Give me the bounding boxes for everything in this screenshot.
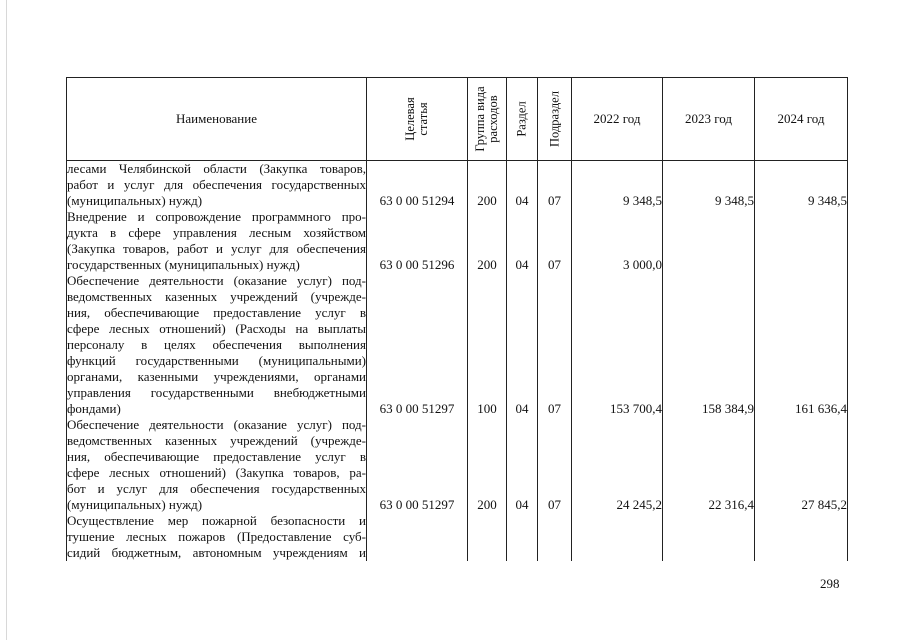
header-name: Наименование [67, 78, 367, 161]
row-name-line: тушение лесных пожаров (Предоставление суб- [67, 529, 366, 544]
row-value-2024: 161 636,4 [755, 273, 848, 417]
row-group: 200 [468, 161, 507, 210]
row-name-line: Обеспечение деятельности (оказание услуг) под- [67, 273, 366, 288]
row-name-line: (Закупка товаров, работ и услуг для обеспечения [67, 241, 366, 256]
row-name [67, 161, 367, 210]
row-name-line: лесами Челябинской области (Закупка товаров, [67, 161, 366, 176]
header-row [67, 78, 848, 161]
row-name-line: (муниципальных) нужд) [67, 497, 203, 512]
table-row [67, 161, 848, 210]
page-edge [6, 0, 7, 640]
row-section: 04 [507, 209, 538, 273]
header-code: Целевая статья [367, 78, 468, 161]
row-value-2023 [663, 209, 755, 273]
row-name-line: работ и услуг для обеспечения государственных [67, 177, 366, 192]
row-section: 04 [507, 273, 538, 417]
row-value-2022 [572, 513, 663, 561]
row-name [67, 513, 367, 561]
header-section: Раздел [507, 78, 538, 161]
row-name-line: дукта в сфере управления лесным хозяйством [67, 225, 366, 240]
row-name-line: Осуществление мер пожарной безопасности и [67, 513, 366, 528]
row-name-line: ния, обеспечивающие предоставление услуг в [67, 449, 366, 464]
header-2022: 2022 год [572, 78, 663, 161]
row-code: 63 0 00 51297 [367, 273, 468, 417]
row-value-2024: 9 348,5 [755, 161, 848, 210]
row-name-line: органами, казенными учреждениями, органами [67, 369, 366, 384]
row-name-line: (муниципальных) нужд) [67, 193, 203, 208]
row-code: 63 0 00 51294 [367, 161, 468, 210]
header-2023: 2023 год [663, 78, 755, 161]
row-name-line: функций государственными (муниципальными) [67, 353, 366, 368]
row-subsection [538, 513, 572, 561]
row-group: 100 [468, 273, 507, 417]
row-name-line: ведомственных казенных учреждений (учрежде- [67, 289, 366, 304]
row-name-line: ведомственных казенных учреждений (учрежде- [67, 433, 366, 448]
table-row [67, 417, 848, 513]
row-value-2022: 24 245,2 [572, 417, 663, 513]
table-body [67, 161, 848, 562]
row-code: 63 0 00 51296 [367, 209, 468, 273]
row-name-line: государственных (муниципальных) нужд) [67, 257, 300, 272]
row-name-line: сидий бюджетным, автономным учреждениям и [67, 545, 366, 560]
page-number: 298 [820, 576, 840, 591]
row-subsection: 07 [538, 209, 572, 273]
row-name-line: сфере лесных отношений) (Закупка товаров, ра- [67, 465, 366, 480]
header-2024: 2024 год [755, 78, 848, 161]
row-name [67, 273, 367, 417]
table-row [67, 209, 848, 273]
row-section: 04 [507, 417, 538, 513]
header-group: Группа вида расходов [468, 78, 507, 161]
row-subsection: 07 [538, 417, 572, 513]
row-code [367, 513, 468, 561]
row-value-2022: 9 348,5 [572, 161, 663, 210]
row-name-line: управления государственными внебюджетными [67, 385, 366, 400]
row-group: 200 [468, 209, 507, 273]
row-name-line: сфере лесных отношений) (Расходы на выплаты [67, 321, 366, 336]
row-name-line: бот и услуг для обеспечения государственных [67, 481, 366, 496]
row-value-2022: 3 000,0 [572, 209, 663, 273]
row-subsection: 07 [538, 161, 572, 210]
row-name-line: персоналу в целях обеспечения выполнения [67, 337, 366, 352]
table-row [67, 513, 848, 561]
row-section: 04 [507, 161, 538, 210]
row-value-2023: 9 348,5 [663, 161, 755, 210]
row-value-2024: 27 845,2 [755, 417, 848, 513]
row-name-line: фондами) [67, 401, 121, 416]
row-value-2024 [755, 209, 848, 273]
row-value-2023: 22 316,4 [663, 417, 755, 513]
row-subsection: 07 [538, 273, 572, 417]
table-row [67, 273, 848, 417]
row-code: 63 0 00 51297 [367, 417, 468, 513]
row-name [67, 417, 367, 513]
header-subsection: Подраздел [538, 78, 572, 161]
row-value-2022: 153 700,4 [572, 273, 663, 417]
row-value-2023 [663, 513, 755, 561]
row-section [507, 513, 538, 561]
row-group: 200 [468, 417, 507, 513]
row-group [468, 513, 507, 561]
row-name-line: Обеспечение деятельности (оказание услуг) под- [67, 417, 366, 432]
row-name [67, 209, 367, 273]
row-name-line: Внедрение и сопровождение программного про- [67, 209, 366, 224]
row-value-2024 [755, 513, 848, 561]
budget-table-wrap [66, 77, 848, 561]
row-name-line: ния, обеспечивающие предоставление услуг в [67, 305, 366, 320]
budget-table [66, 77, 848, 561]
row-value-2023: 158 384,9 [663, 273, 755, 417]
